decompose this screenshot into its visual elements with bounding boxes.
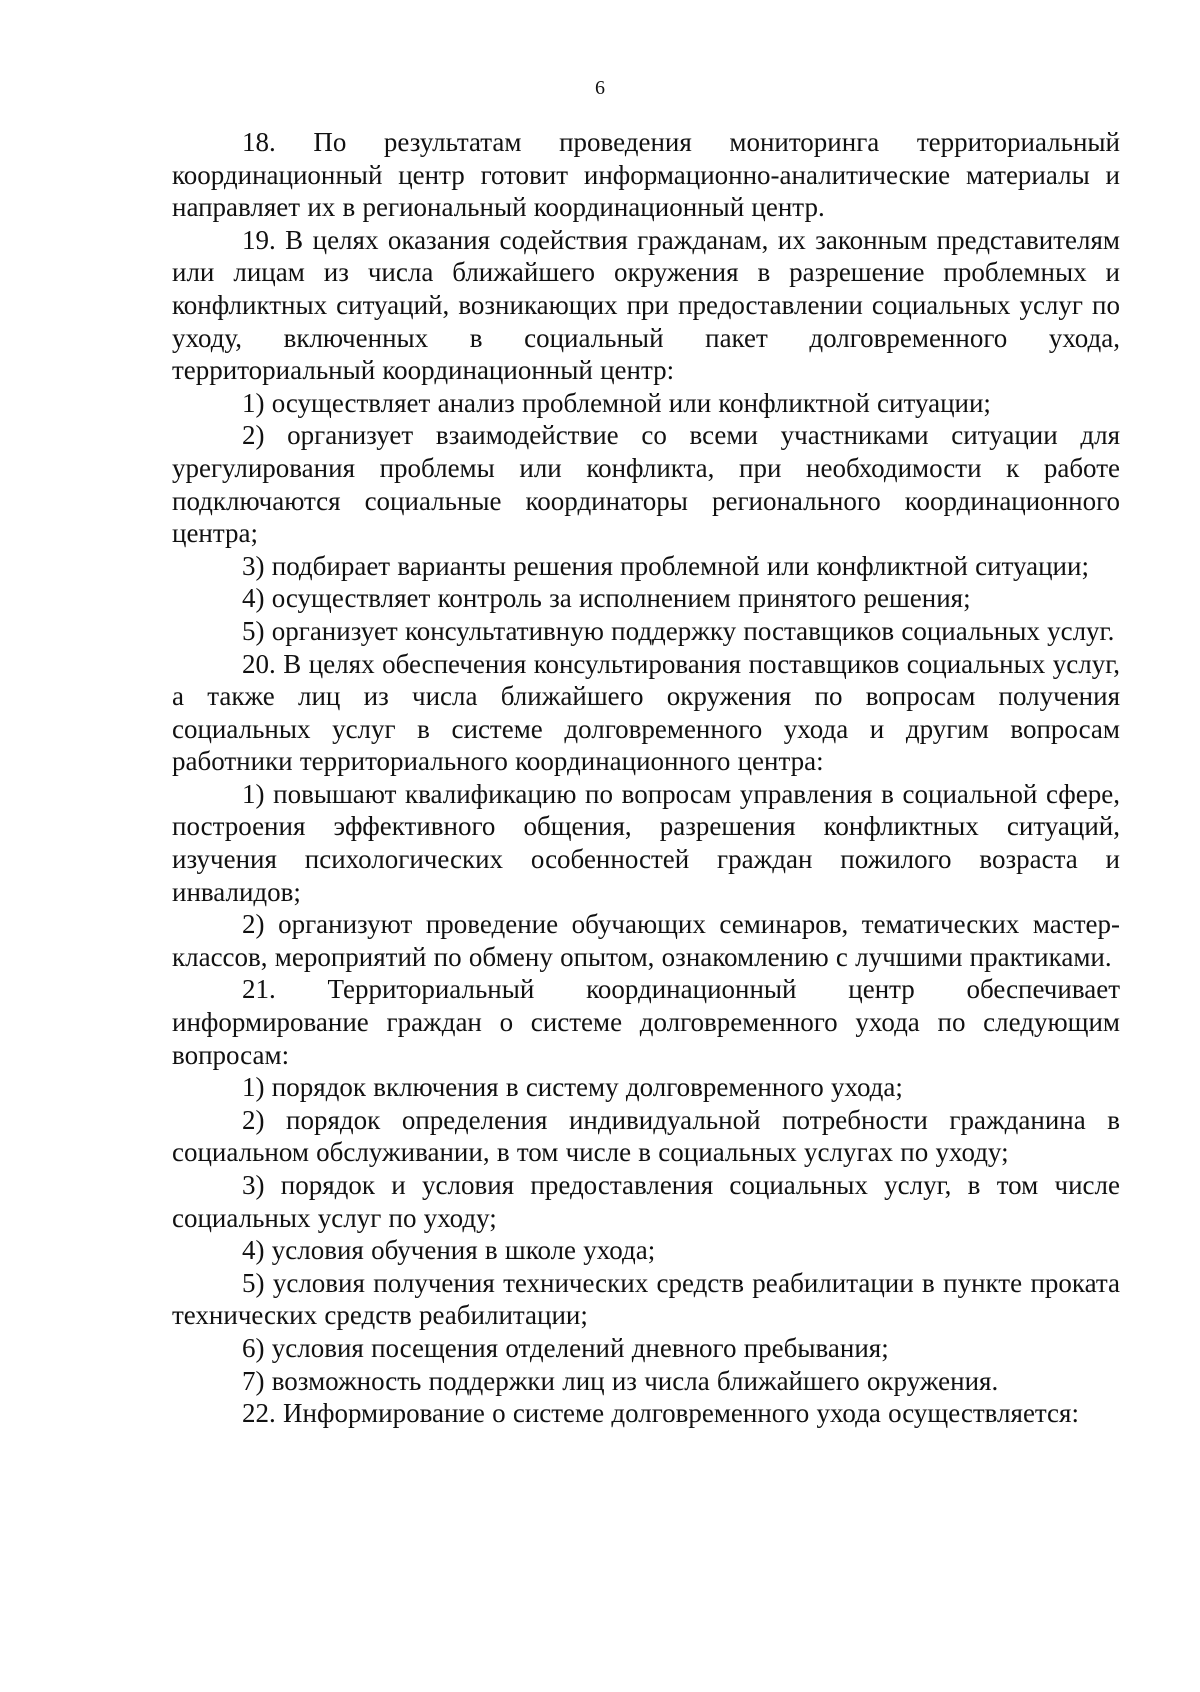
list-item: 6) условия посещения отделений дневного пребывания; [242, 1332, 889, 1363]
paragraph-22: 22. Информирование о системе долговременного ухода осуществляется: [242, 1398, 1079, 1429]
list-item: 2) организует взаимодействие со всеми участниками ситуации для урегулирования проблемы или конфликта, при необходимости к работе подключаются социальные координаторы регионального координационного центра; [172, 420, 1120, 549]
paragraph-21: 21. Территориальный координационный центр обеспечивает информирование граждан о системе долговременного ухода по следующим вопросам: [172, 974, 1120, 1070]
list-item: 1) осуществляет анализ проблемной или конфликтной ситуации; [242, 387, 991, 418]
paragraph-20: 20. В целях обеспечения консультирования поставщиков социальных услуг, а также лиц из числа ближайшего окружения по вопросам получения социальных услуг в системе долговременного ухода и другим вопросам работники территориального координационного центра: [172, 648, 1120, 777]
list-item: 3) порядок и условия предоставления социальных услуг, в том числе социальных услуг по уходу; [172, 1170, 1120, 1233]
list-item: 5) организует консультативную поддержку поставщиков социальных услуг. [242, 615, 1115, 646]
list-item: 4) осуществляет контроль за исполнением принятого решения; [242, 583, 971, 614]
list-item: 7) возможность поддержки лиц из числа ближайшего окружения. [242, 1365, 999, 1396]
list-item: 3) подбирает варианты решения проблемной или конфликтной ситуации; [242, 550, 1089, 581]
document-body [172, 126, 1120, 1430]
list-item: 5) условия получения технических средств реабилитации в пункте проката технических средств реабилитации; [172, 1267, 1120, 1331]
list-item: 1) порядок включения в систему долговременного ухода; [242, 1072, 903, 1103]
page-number: 6 [595, 77, 605, 99]
list-item: 2) порядок определения индивидуальной потребности гражданина в социальном обслуживании, в том числе в социальных услугах по уходу; [172, 1104, 1120, 1168]
list-item: 4) условия обучения в школе ухода; [242, 1235, 656, 1266]
paragraph-18: 18. По результатам проведения мониторинга территориальный координационный центр готовит информационно-аналитические материалы и направляет их в региональный координационный центр. [172, 127, 1120, 223]
paragraph-19: 19. В целях оказания содействия гражданам, их законным представителям или лицам из числа ближайшего окружения в разрешение проблемных и конфликтных ситуаций, возникающих при предоставлении социальных услуг по уходу, включенных в социальный пакет долговременного ухода, территориальный координационный центр: [172, 224, 1120, 386]
list-item: 2) организуют проведение обучающих семинаров, тематических мастер-классов, мероприятий по обмену опытом, ознакомлению с лучшими практиками. [172, 909, 1120, 972]
list-item: 1) повышают квалификацию по вопросам управления в социальной сфере, построения эффективного общения, разрешения конфликтных ситуаций, изучения психологических особенностей граждан пожилого возраста и инвалидов; [172, 778, 1120, 907]
